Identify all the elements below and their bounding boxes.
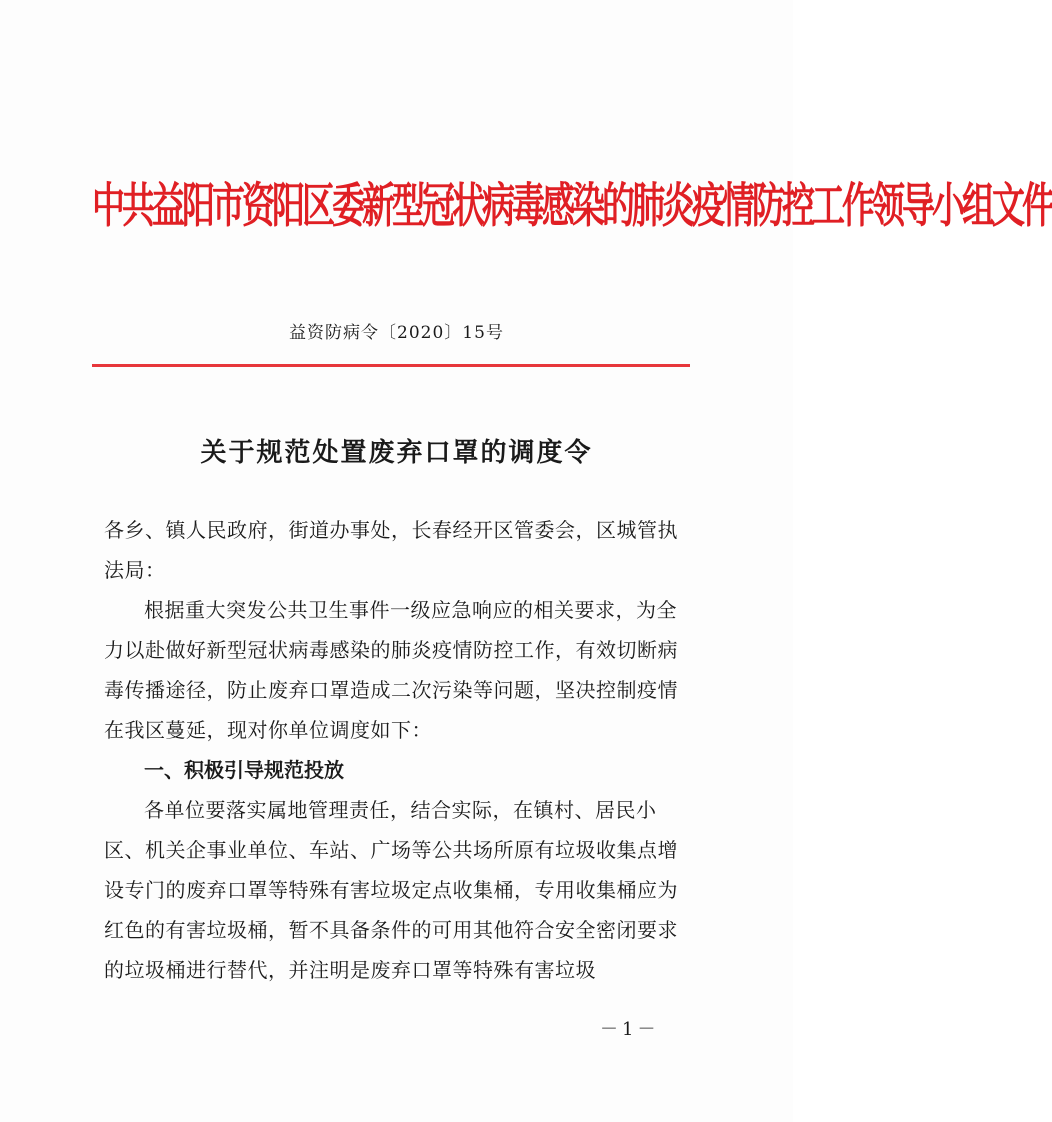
addressee: 各乡、镇人民政府，街道办事处，长春经开区管委会，区城管执法局：	[104, 518, 678, 582]
body-paragraph: 各单位要落实属地管理责任，结合实际，在镇村、居民小区、机关企事业单位、车站、广场等公共场所原有垃圾收集点增设专门的废弃口罩等特殊有害垃圾定点收集桶，专用收集桶应为红色的有害垃圾桶，暂不具备条件的可用其他符合安全密闭要求的垃圾桶进行替代，并注明是废弃口罩等特殊有害垃圾	[104, 798, 678, 982]
page-number: －1－	[600, 1019, 660, 1040]
document-title: 关于规范处置废弃口罩的调度令	[200, 438, 593, 468]
header-divider	[92, 364, 690, 367]
document-number: 益资防病令〔2020〕15号	[289, 323, 504, 343]
document-header-title: 中共益阳市资阳区委新型冠状病毒感染的肺炎疫情防控工作领导小组文件	[92, 177, 1052, 234]
body-paragraph: 根据重大突发公共卫生事件一级应急响应的相关要求，为全力以赴做好新型冠状病毒感染的肺炎疫情防控工作，有效切断病毒传播途径，防止废弃口罩造成二次污染等问题，坚决控制疫情在我区蔓延，现对你单位调度如下：	[104, 598, 678, 742]
section-heading: 一、积极引导规范投放	[144, 758, 344, 782]
